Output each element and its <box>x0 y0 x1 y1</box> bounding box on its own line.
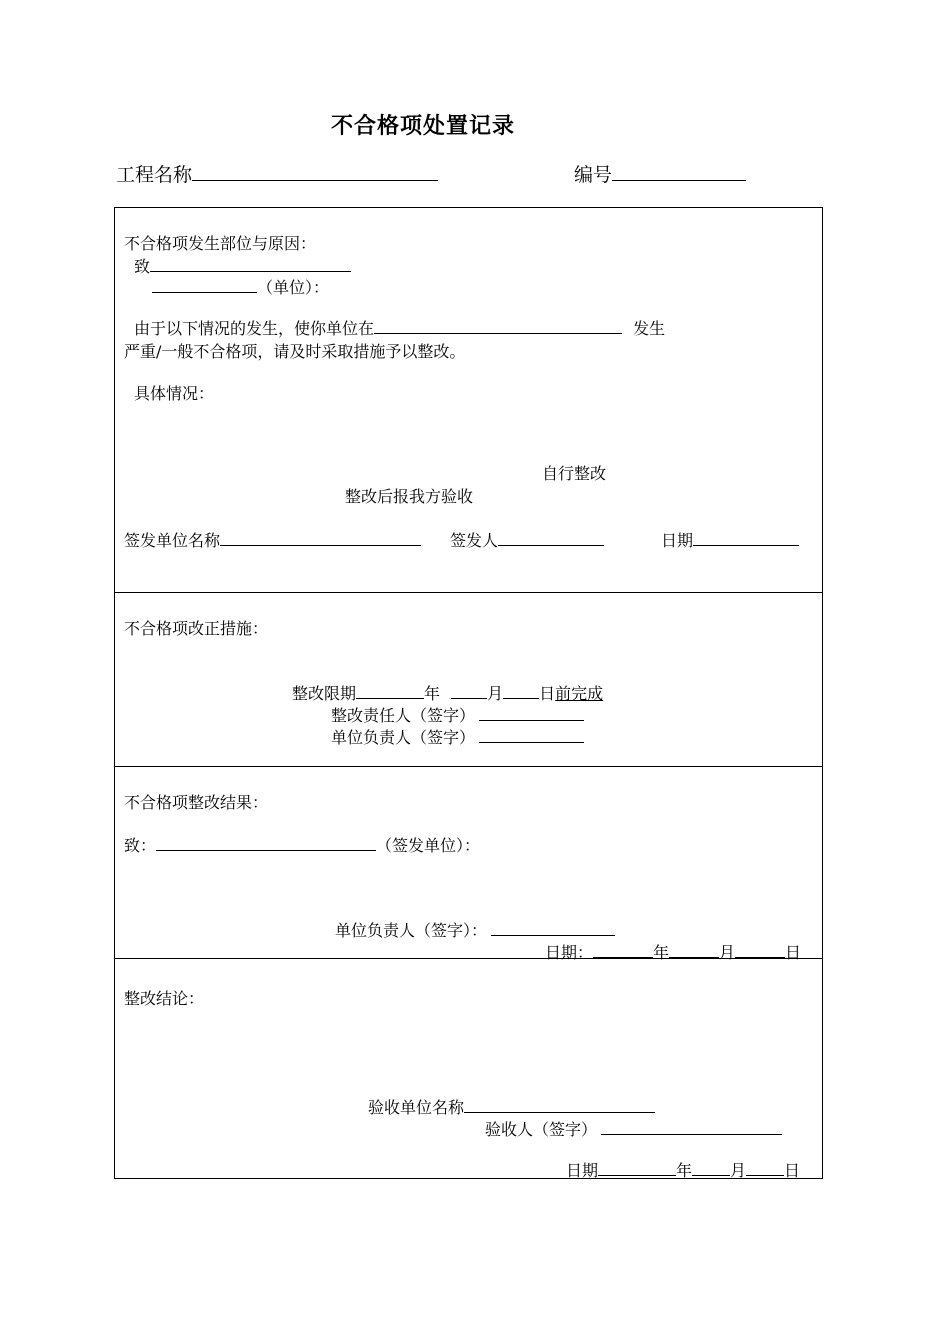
issue-date-label: 日期 <box>661 531 694 550</box>
details-label: 具体情况： <box>134 384 215 403</box>
unit-head-signature-field[interactable] <box>479 726 584 743</box>
acceptor-label: 验收人（签字） <box>485 1120 598 1139</box>
issuer-label: 签发人 <box>450 531 499 550</box>
unit-row <box>152 275 329 298</box>
complete-before-text: 前完成 <box>555 684 604 703</box>
deadline-day-field[interactable] <box>503 682 539 699</box>
issue-date-row <box>661 528 799 551</box>
result-issuer-suffix: （签发单位）： <box>376 836 481 855</box>
issuer-unit-label: 签发单位名称 <box>124 531 221 550</box>
section2-heading: 不合格项改正措施： <box>124 619 269 638</box>
deadline-year-label: 年 <box>424 684 441 703</box>
deadline-month-field[interactable] <box>451 682 487 699</box>
result-day-field[interactable] <box>735 941 785 958</box>
issuer-unit-field[interactable] <box>220 529 421 546</box>
report-after-text: 整改后报我方验收 <box>345 487 474 506</box>
result-unit-head-field[interactable] <box>491 919 615 936</box>
responsible-signature-field[interactable] <box>479 704 584 721</box>
section-rectification-conclusion <box>114 958 823 1179</box>
deadline-month-label: 月 <box>487 684 504 703</box>
result-month-label: 月 <box>719 943 736 962</box>
result-to-label: 致： <box>124 836 157 855</box>
section1-heading: 不合格项发生部位与原因： <box>124 234 317 253</box>
issuer-row <box>450 528 604 551</box>
issuer-field[interactable] <box>498 529 604 546</box>
to-label: 致 <box>134 257 151 276</box>
paragraph-line1 <box>134 316 665 339</box>
self-rectify-text: 自行整改 <box>542 464 607 483</box>
deadline-year-field[interactable] <box>356 682 424 699</box>
accept-unit-label: 验收单位名称 <box>368 1098 465 1117</box>
conclusion-day-field[interactable] <box>746 1159 784 1176</box>
deadline-label: 整改限期 <box>292 684 357 703</box>
paragraph-line2: 严重/一般不合格项，请及时采取措施予以整改。 <box>124 342 466 361</box>
page-title: 不合格项处置记录 <box>331 113 516 139</box>
acceptor-row <box>485 1117 782 1140</box>
number-label: 编号 <box>574 164 613 186</box>
section3-heading: 不合格项整改结果： <box>124 793 269 812</box>
conclusion-year-field[interactable] <box>598 1159 676 1176</box>
accept-unit-row <box>368 1095 655 1118</box>
paragraph-suffix: 发生 <box>633 319 666 338</box>
conclusion-month-field[interactable] <box>692 1159 730 1176</box>
conclusion-date-row <box>566 1158 800 1181</box>
project-name-label: 工程名称 <box>116 164 193 186</box>
unit-head-label: 单位负责人（签字） <box>331 728 476 747</box>
to-field[interactable] <box>150 255 351 272</box>
number-row <box>574 160 746 187</box>
result-day-label: 日 <box>785 943 802 962</box>
result-to-field[interactable] <box>156 834 376 851</box>
paragraph-prefix: 由于以下情况的发生，使你单位在 <box>134 319 375 338</box>
project-name-row <box>116 160 438 187</box>
unit-suffix: （单位）： <box>257 278 330 297</box>
result-month-field[interactable] <box>669 941 719 958</box>
responsible-label: 整改责任人（签字） <box>331 706 476 725</box>
to-row <box>134 254 351 277</box>
responsible-row <box>331 703 584 726</box>
result-year-label: 年 <box>653 943 670 962</box>
acceptor-signature-field[interactable] <box>601 1118 782 1135</box>
conclusion-year-label: 年 <box>676 1161 693 1180</box>
result-to-row <box>124 833 480 856</box>
project-name-field[interactable] <box>192 160 438 181</box>
issuer-unit-row <box>124 528 421 551</box>
result-unit-head-label: 单位负责人（签字）： <box>335 921 488 940</box>
conclusion-date-label: 日期 <box>566 1161 599 1180</box>
unit-head-row <box>331 725 584 748</box>
location-field[interactable] <box>374 317 622 334</box>
number-field[interactable] <box>612 160 746 181</box>
conclusion-day-label: 日 <box>784 1161 801 1180</box>
result-unit-head-row <box>335 918 615 941</box>
deadline-row <box>292 681 603 704</box>
deadline-day-label: 日 <box>539 684 556 703</box>
conclusion-month-label: 月 <box>730 1161 747 1180</box>
result-date-label: 日期： <box>545 943 594 962</box>
unit-field[interactable] <box>152 276 257 293</box>
issue-date-field[interactable] <box>693 529 799 546</box>
section4-heading: 整改结论： <box>124 989 205 1008</box>
accept-unit-field[interactable] <box>464 1096 655 1113</box>
result-year-field[interactable] <box>593 941 653 958</box>
